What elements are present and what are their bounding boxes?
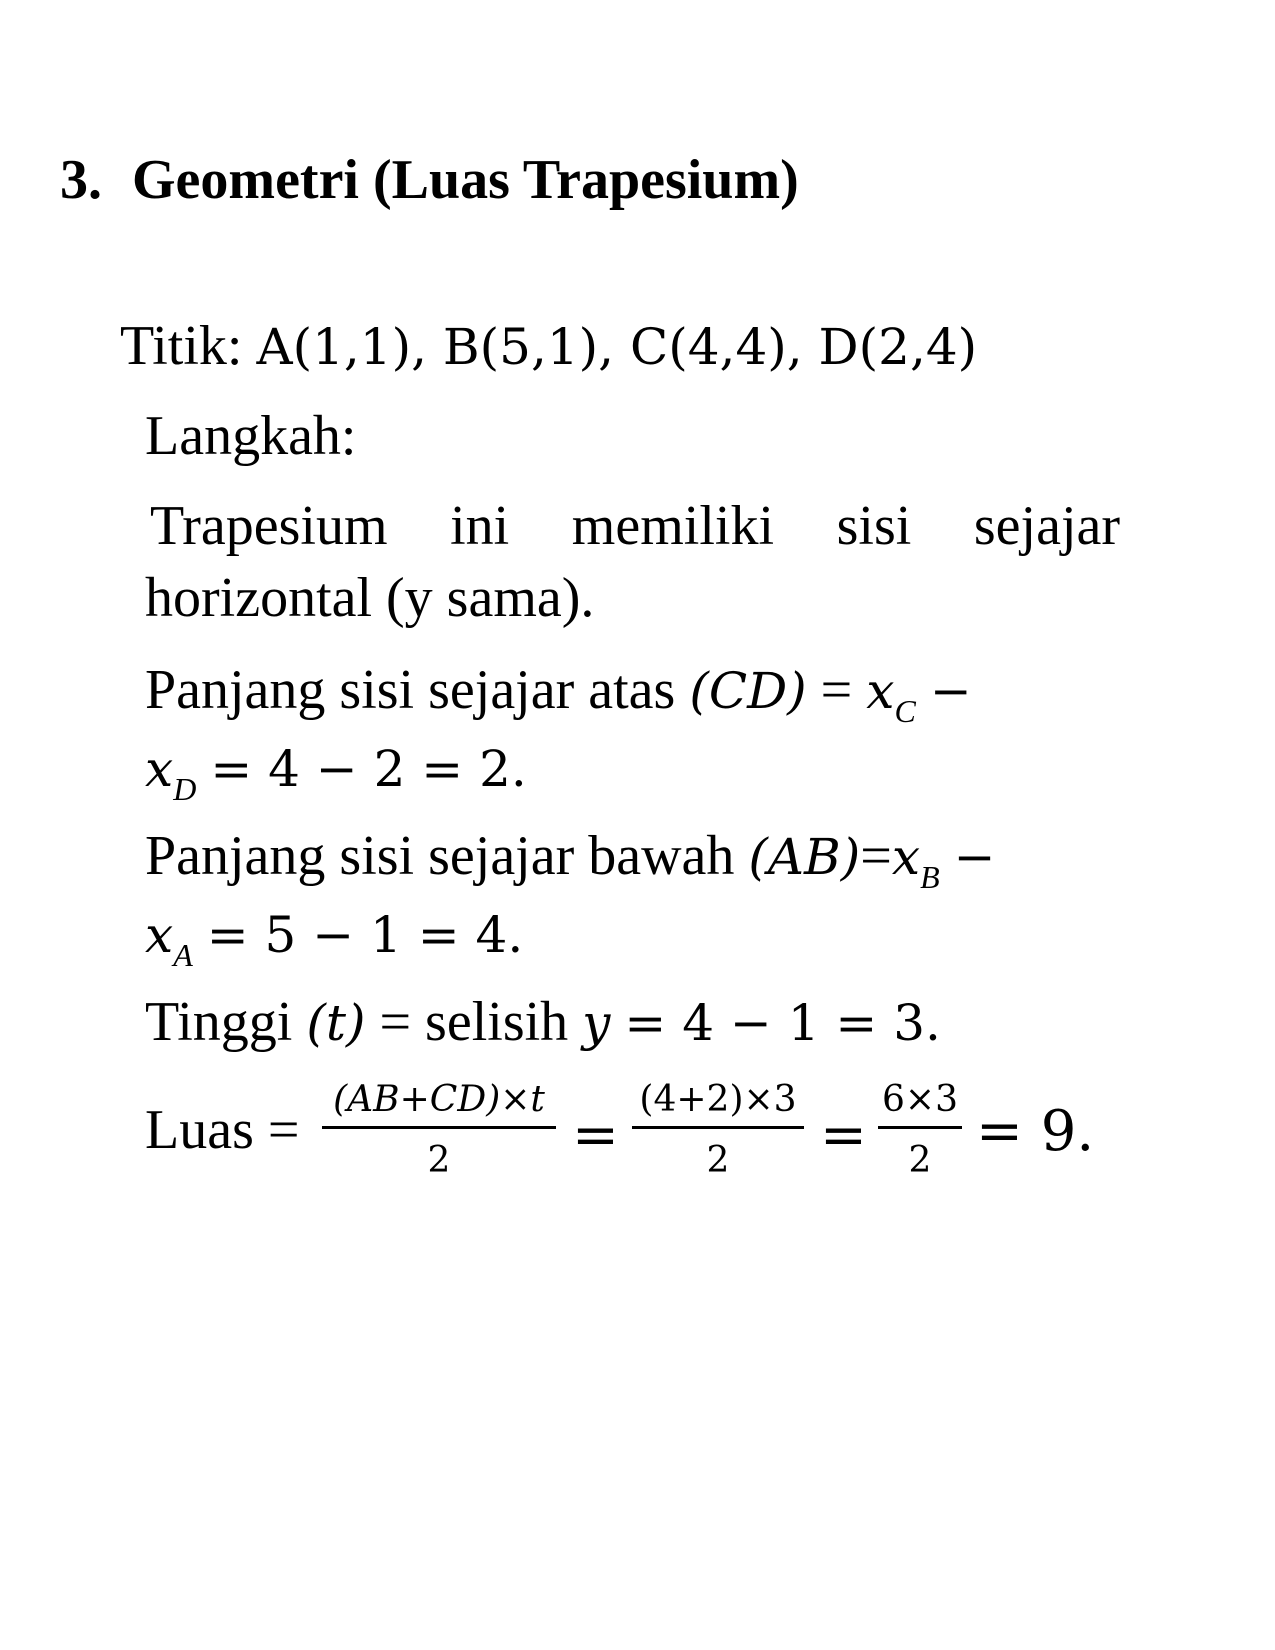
- ab-text: Panjang sisi sejajar bawah: [145, 825, 735, 887]
- area-result: = 9.: [976, 1099, 1095, 1164]
- cd-line1: [145, 659, 972, 729]
- points-line: [120, 315, 978, 377]
- ab-line1: [145, 825, 996, 895]
- height-mid: = selisih: [379, 991, 569, 1053]
- height-line: [145, 991, 941, 1053]
- cd-text: Panjang sisi sejajar atas: [145, 659, 676, 721]
- equals-sign: =: [572, 1103, 619, 1168]
- ab-sub-a: A: [173, 937, 193, 973]
- cd-sub-c: C: [894, 693, 916, 729]
- word: Trapesium: [150, 495, 388, 557]
- cd-minus: −: [929, 662, 972, 720]
- ab-x: x: [891, 828, 921, 886]
- fraction-simplified-denominator: 2: [908, 1140, 932, 1181]
- cd-line2: [145, 740, 527, 807]
- ab-paren: (AB): [748, 828, 861, 886]
- sentence1-line1: [150, 495, 1120, 557]
- height-y: y: [582, 994, 611, 1052]
- area-label: Luas =: [145, 1099, 300, 1161]
- section-title: Geometri (Luas Trapesium): [132, 149, 799, 211]
- sentence1-line2: horizontal (y sama).: [145, 567, 595, 629]
- height-rest: = 4 − 1 = 3.: [624, 994, 941, 1052]
- fraction-simplified: [878, 1079, 962, 1181]
- cd-paren: (CD): [689, 662, 807, 720]
- steps-label: Langkah:: [145, 405, 357, 467]
- fraction-simplified-numerator: 6×3: [882, 1079, 958, 1120]
- fraction-formula: [322, 1079, 556, 1181]
- ab-minus: −: [953, 828, 996, 886]
- cd-rest: = 4 − 2 = 2.: [210, 740, 527, 798]
- cd-sub-d: D: [173, 771, 197, 807]
- word: ini: [450, 495, 510, 557]
- cd-eq: =: [820, 659, 853, 721]
- word: memiliki: [571, 495, 775, 557]
- height-paren: (t): [306, 994, 366, 1052]
- ab-x2: x: [145, 906, 174, 964]
- ab-sub-b: B: [920, 859, 940, 895]
- fraction-substituted: [632, 1079, 804, 1181]
- height-text: Tinggi: [145, 991, 293, 1053]
- equals-sign: =: [820, 1103, 867, 1168]
- word: sisi: [836, 495, 912, 557]
- fraction-formula-denominator: 2: [427, 1140, 451, 1181]
- section-number: 3.: [60, 149, 102, 211]
- cd-x: x: [866, 662, 895, 720]
- points-list: A(1,1), B(5,1), C(4,4), D(2,4): [256, 318, 978, 376]
- section-heading: [60, 148, 799, 212]
- ab-eq: =: [860, 825, 892, 887]
- points-label: Titik:: [120, 315, 243, 377]
- fraction-formula-numerator: (AB+CD)×t: [333, 1079, 545, 1120]
- ab-line2: [145, 906, 524, 973]
- ab-rest: = 5 − 1 = 4.: [206, 906, 524, 964]
- word: sejajar: [973, 495, 1120, 557]
- fraction-substituted-numerator: (4+2)×3: [639, 1079, 797, 1120]
- cd-x2: x: [145, 740, 174, 798]
- fraction-substituted-denominator: 2: [706, 1140, 730, 1181]
